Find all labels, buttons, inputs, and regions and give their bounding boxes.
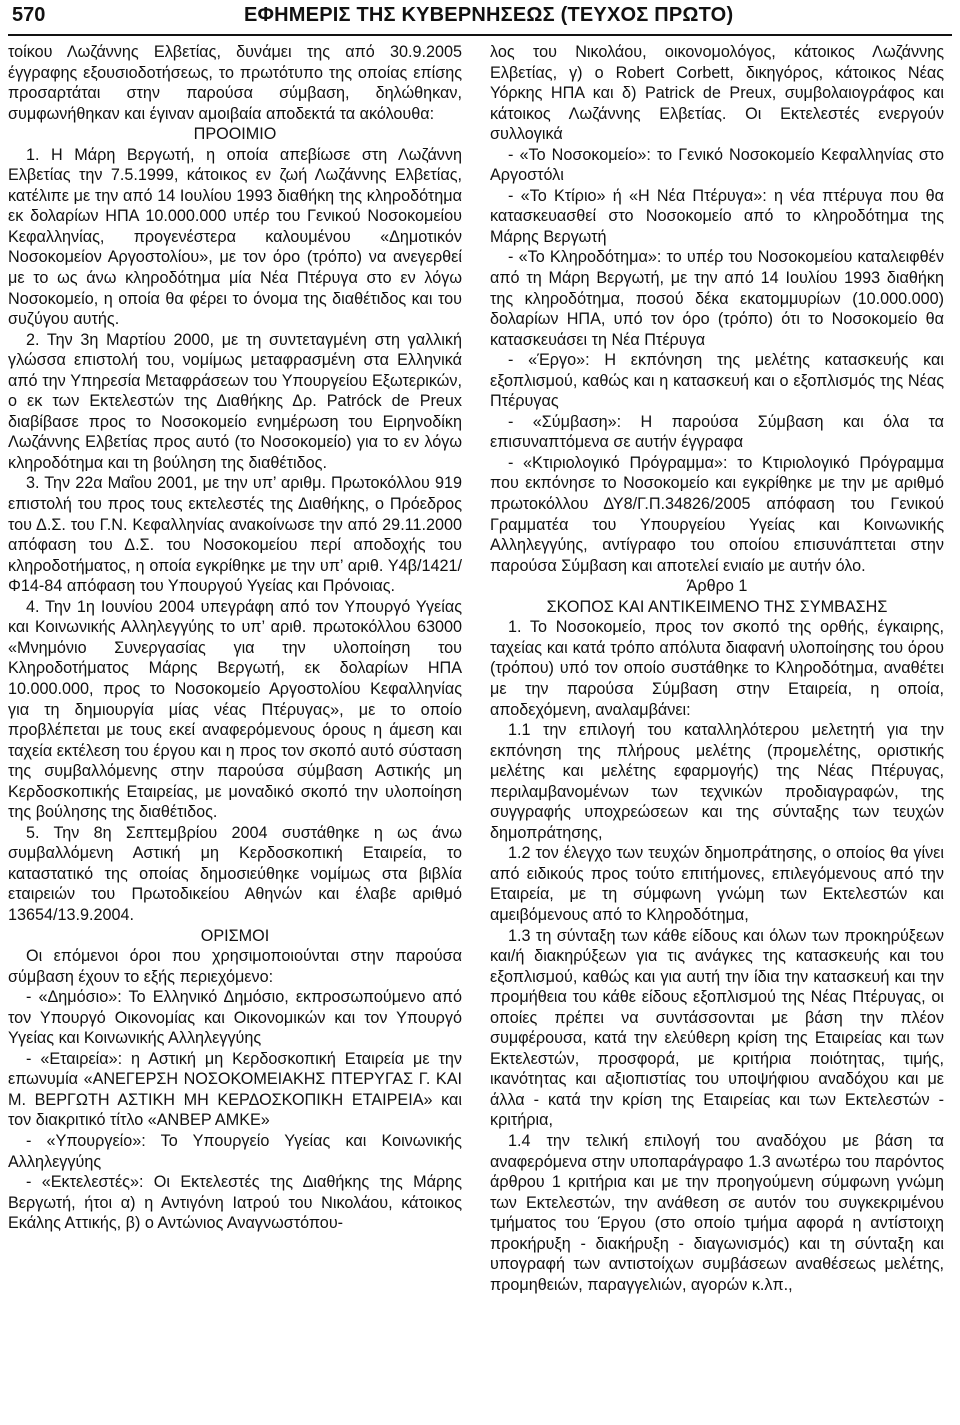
paragraph: 1. Η Μάρη Βεργωτή, η οποία απεβίωσε στη Λωζάννη Ελβετίας την 7.5.1999, κάτοικος εν ζωή Λωζάννης Ελβετίας, κατέλιπε με την από 14 Ιουλίου 1993 διαθήκη της κληροδότημα εκ δολαρίων ΗΠΑ 10.000.000 υπέρ του Γενικού Νοσοκομείου Κεφαλληνίας, προγενέστερα καλουμένου «Δημοτικόν Νοσοκομείον Αργοστολίου», με τον όρο (τρόπο) να ανεγερθεί με το ως άνω κληροδότημα μία Νέα Πτέρυγα στο εν λόγω Νοσοκομείο, η οποία θα φέρει το όνομα της διαθέτιδος και του συζύγου αυτής.	[8, 145, 462, 329]
paragraph: - «Εταιρεία»: η Αστική μη Κερδοσκοπική Εταιρεία με την επωνυμία «ΑΝΕΓΕΡΣΗ ΝΟΣΟΚΟΜΕΙΑΚΗΣ ΠΤΕΡΥΓΑΣ Γ. ΚΑΙ Μ. ΒΕΡΓΩΤΗ ΑΣΤΙΚΗ ΜΗ ΚΕΡΔΟΣΚΟΠΙΚΗ ΕΤΑΙΡΕΙΑ» και τον διακριτικό τίτλο «ΑΝΒΕΡ ΑΜΚΕ»	[8, 1049, 462, 1130]
journal-title: ΕΦΗΜΕΡΙΣ ΤΗΣ ΚΥΒΕΡΝΗΣΕΩΣ (ΤΕΥΧΟΣ ΠΡΩΤΟ)	[244, 4, 734, 26]
paragraph: 5. Την 8η Σεπτεμβρίου 2004 συστάθηκε η ως άνω συμβαλλόμενη Αστική μη Κερδοσκοπική Εταιρεία, το καταστατικό της οποίας δημοσιεύθηκε νομίμως στα βιβλία εταιρειών του Πρωτοδικείου Αθηνών και έλαβε αριθμό 13654/13.9.2004.	[8, 823, 462, 924]
paragraph: Οι επόμενοι όροι που χρησιμοποιούνται στην παρούσα σύμβαση έχουν το εξής περιεχόμενο:	[8, 947, 462, 986]
paragraph: 4. Την 1η Ιουνίου 2004 υπεγράφη από τον Υπουργό Υγείας και Κοινωνικής Αλληλεγγύης το υπ’ αριθ. πρωτοκόλλου 63000 «Μνημόνιο Συνεργασίας για την υλοποίηση του Κληροδοτήματος Μάρης Βεργωτή, εκ δολαρίων ΗΠΑ 10.000.000, προς το Νοσοκομείο Αργοστολίου Κεφαλληνίας για τη δημιουργία μίας νέας Πτέρυγας», με το οποίο προβλέπεται με τους εκεί αναφερόμενους όρους η άμεση και ταχεία εκτέλεση του έργου και η προς τον σκοπό αυτό σύσταση της συμβαλλόμενης στην παρούσα σύμβαση Αστικής μη Κερδοσκοπικής Εταιρείας, με μοναδικό σκοπό την υλοποίηση της βούλησης της διαθέτιδος.	[8, 597, 462, 822]
paragraph: - «Εκτελεστές»: Οι Εκτελεστές της Διαθήκης της Μάρης Βεργωτή, ήτοι α) η Αντιγόνη Ιατρού του Νικολάου, κάτοικος Εκάλης Αττικής, β) ο Αντώνιος Αναγνωστόπου-	[8, 1173, 462, 1233]
paragraph: - «Το Κτίριο» ή «Η Νέα Πτέρυγα»: η νέα πτέρυγα που θα κατασκευασθεί στο Νοσοκομείο από το κληροδότημα της Μάρης Βεργωτή	[490, 186, 944, 246]
paragraph: 1.2 τον έλεγχο των τευχών δημοπράτησης, ο οποίος θα γίνει από ειδικούς προς τούτο επιτήμονες, επιλεγόμενους από την Εταιρεία, με τη σύμφωνη γνώμη των Εκτελεστών και αμειβόμενους από το Κληροδότημα,	[490, 844, 944, 924]
paragraph: τοίκου Λωζάννης Ελβετίας, δυνάμει της από 30.9.2005 έγγραφης εξουσιοδοτήσεως, το πρωτότυπο της οποίας επίσης προσαρτάται στην παρούσα σύμβαση, δηλώθηκαν, συμφωνήθηκαν και έγιναν αμοιβαία αποδεκτά τα ακόλουθα:	[8, 43, 462, 123]
paragraph: - «Έργο»: Η εκπόνηση της μελέτης κατασκευής και εξοπλισμού, καθώς και η κατασκευή και ο εξοπλισμός της Νέας Πτέρυγας	[490, 351, 944, 411]
paragraph: 3. Την 22α Μαΐου 2001, με την υπ’ αριθμ. Πρωτοκόλλου 919 επιστολή του προς τους εκτελεστές της Διαθήκης, ο Πρόεδρος του Δ.Σ. του Γ.Ν. Κεφαλληνίας ανακοίνωσε την από 29.11.2000 απόφαση του Δ.Σ. του Νοσοκομείου περί αποδοχής του κληροδοτήματος, η οποία εγκρίθηκε με την υπ’ αριθ. Υ4β/1421/Φ14-84 απόφαση του Υπουργού Υγείας και Πρόνοιας.	[8, 474, 462, 596]
paragraph: λος του Νικολάου, οικονομολόγος, κάτοικος Λωζάννης Ελβετίας, γ) ο Robert Corbett, δικηγόρος, κάτοικος Νέας Υόρκης ΗΠΑ και δ) Patrick de Preux, συμβολαιογράφος και κάτοικος Λωζάννης Ελβετίας. Οι Εκτελεστές ενεργούν συλλογικά	[490, 43, 944, 144]
paragraph: 1.1 την επιλογή του καταλληλότερου μελετητή για την εκπόνηση της πλήρους μελέτης (προμελέτης, οριστικής μελέτης και μελέτης εφαρμογής) της Νέας Πτέρυγας, περιλαμβανομένων των τεχνικών προδιαγραφών, της συγγραφής υποχρεώσεων και της σύνταξης των τευχών δημοπράτησης,	[490, 721, 944, 842]
paragraph: - «Το Νοσοκομείο»: το Γενικό Νοσοκομείο Κεφαλληνίας στο Αργοστόλι	[490, 145, 944, 185]
section-heading: ΟΡΙΣΜΟΙ	[200, 926, 270, 945]
paragraph: 1.4 την τελική επιλογή του αναδόχου με βάση τα αναφερόμενα στην υποπαράγραφο 1.3 ανωτέρω του παρόντος άρθρου 1 κριτήρια και με την προηγούμενη σύμφωνη γνώμη των Εκτελεστών, την ανάθεση σε αυτόν του συγκεκριμένου τμήματος του Έργου (στο οποίο τμήμα αφορά η αντίστοιχη προκήρυξη - διακήρυξη - διαγωνισμός) και τη σύνταξη και υπογραφή των αντιστοίχων συμβάσεων αναθέσεως μελέτης, προμηθειών, παραγγελιών, αγορών κ.λπ.,	[490, 1131, 944, 1294]
paragraph: - «Το Κληροδότημα»: το υπέρ του Νοσοκομείου καταλειφθέν από τη Μάρη Βεργωτή, με την από 14 Ιουλίου 1993 διαθήκη της κληροδότημα, ποσού δέκα εκατομμυρίων (10.000.000) δολαρίων ΗΠΑ, υπό τον όρο (τρόπο) ότι το Νοσοκομείο θα κατασκευάσει τη Νέα Πτέρυγα	[490, 248, 944, 349]
paragraph: 2. Την 3η Μαρτίου 2000, με τη συντεταγμένη στη γαλλική γλώσσα επιστολή του, νομίμως μεταφρασμένη στα Ελληνικά από την Υπηρεσία Μεταφράσεων του Υπουργείου Εξωτερικών, ο εκ των Εκτελεστών της Διαθήκης Δρ. Patróck de Preux διαβίβασε προς το Νοσοκομείο ενημέρωση του Ειρηνοδίκη Λωζάννης Ελβετίας προς αυτό (το Νοσοκομείο) για το εν λόγω κληροδότημα και τη βούληση της διαθέτιδος.	[8, 330, 462, 472]
section-heading: ΣΚΟΠΟΣ ΚΑΙ ΑΝΤΙΚΕΙΜΕΝΟ ΤΗΣ ΣΥΜΒΑΣΗΣ	[546, 597, 888, 616]
paragraph: 1. Το Νοσοκομείο, προς τον σκοπό της ορθής, έγκαιρης, ταχείας και κατά τρόπο απόλυτα διαφανή υλοποίησης του όρου (τρόπου) υπό τον οποίο συστάθηκε το Κληροδότημα, αναθέτει με την παρούσα Σύμβαση στην Εταιρεία, η οποία, αποδεχόμενη, αναλαμβάνει:	[490, 618, 944, 719]
page-header	[8, 0, 952, 36]
paragraph: - «Σύμβαση»: Η παρούσα Σύμβαση και όλα τα επισυναπτόμενα σε αυτήν έγγραφα	[490, 412, 944, 452]
paragraph: - «Υπουργείο»: Το Υπουργείο Υγείας και Κοινωνικής Αλληλεγγύης	[8, 1131, 462, 1171]
paragraph: - «Δημόσιο»: Το Ελληνικό Δημόσιο, εκπροσωπούμενο από τον Υπουργό Οικονομίας και Οικονομικών και τον Υπουργό Υγείας και Κοινωνικής Αλληλεγγύης	[8, 988, 462, 1048]
paragraph: - «Κτιριολογικό Πρόγραμμα»: το Κτιριολογικό Πρόγραμμα που εκπόνησε το Νοσοκομείο και εγκρίθηκε με την με αριθμό πρωτοκόλλου ΔΥ8/Γ.Π.34826/2005 απόφαση του Γενικού Γραμματέα του Υπουργείου Υγείας και Κοινωνικής Αλληλεγγύης, αντίγραφο του οποίου επισυνάπτεται στην παρούσα Σύμβαση και αποτελεί ενιαίο με αυτήν όλο.	[490, 453, 944, 575]
paragraph: 1.3 τη σύνταξη των κάθε είδους και όλων των προκηρύξεων και/ή διακηρύξεων για τις ανάγκες της κατασκευής και του εξοπλισμού, καθώς και για αυτή την ίδια την κατασκευή και την προμήθεια του κάθε είδους εξοπλισμού της Νέας Πτέρυγας, οι οποίες πρέπει να συντάσσονται με βάση την πλέον συμφέρουσα, κατά την ελεύθερη κρίση της Εταιρείας και των Εκτελεστών, προσφορά, με κριτήρια ποιότητας, τιμής, ικανότητας και αξιοπιστίας του υποψήφιου αναδόχου και με άλλα - κατά την κρίση της Εταιρείας και των Εκτελεστών - κριτήρια,	[490, 926, 944, 1130]
section-heading: ΠΡΟΟΙΜΙΟ	[193, 125, 277, 144]
section-heading: Άρθρο 1	[686, 577, 748, 596]
right-column	[490, 42, 944, 1295]
left-column	[8, 42, 462, 1234]
page-number: 570	[12, 4, 46, 26]
